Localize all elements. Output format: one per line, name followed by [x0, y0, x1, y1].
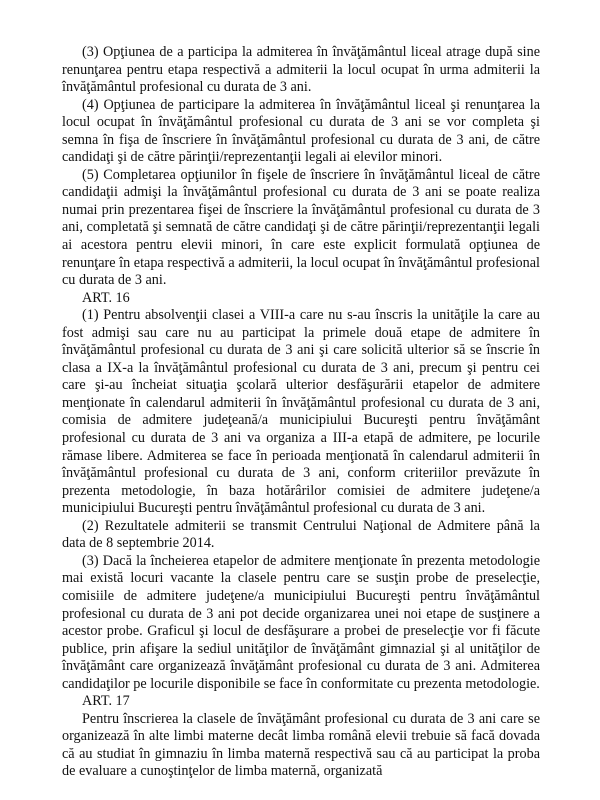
paragraph-art15-5: (5) Completarea opţiunilor în fişele de înscriere în învăţământul liceal de către candidaţii admişi la învăţământul profesional cu durata de 3 ani se poate realiza numai prin prezentarea fişei de înscriere la învăţământul profesional cu durata de 3 ani, completată şi semnată de către candidaţi şi de către părinţii/reprezentanţii legali ai acestora pentru elevii minori, în care este explicit formulată opţiunea de renunţare în etapa respectivă a admiterii, la locul ocupat în învăţământul profesional cu durata de 3 ani.: [62, 166, 540, 289]
paragraph-art16-1: (1) Pentru absolvenţii clasei a VIII-a care nu s-au înscris la unităţile la care au fost admişi sau care nu au participat la primele două etape de admitere în învăţământul profesional cu durata de 3 ani şi care solicită ulterior să se înscrie în clasa a IX-a la învăţământul profesional cu durata de 3 ani, precum şi pentru cei care şi-au încheiat situaţia şcolară ulterior desfăşurării etapelor de admitere menţionate în calendarul admiterii în învăţământul profesional cu durata de 3 ani, comisia de admitere judeţeană/a municipiului Bucureşti pentru învăţământ profesional cu durata de 3 ani va organiza a III-a etapă de admitere, pe locurile rămase libere. Admiterea se face în perioada menţionată în calendarul admiterii în învăţământul profesional cu durata de 3 ani, conform criteriilor prevăzute în prezenta metodologie, în baza hotărârilor comisiei de admitere judeţene/a municipiului Bucureşti pentru învăţământul profesional cu durata de 3 ani.: [62, 307, 540, 517]
paragraph-art16-2: (2) Rezultatele admiterii se transmit Centrului Naţional de Admitere până la data de 8 septembrie 2014.: [62, 517, 540, 552]
paragraph-art15-3: (3) Opţiunea de a participa la admiterea în învăţământul liceal atrage după sine renunţarea pentru etapa respectivă a admiterii la locul ocupat în urma admiterii la învăţământul profesional cu durata de 3 ani.: [62, 44, 540, 96]
paragraph-art17: Pentru înscrierea la clasele de învăţământ profesional cu durata de 3 ani care se organizează în alte limbi materne decât limba română elevii trebuie să facă dovada că au studiat în gimnaziu în limba maternă respectivă sau că au participat la proba de evaluare a cunoştinţelor de limba maternă, organizată: [62, 710, 540, 780]
paragraph-art16-3: (3) Dacă la încheierea etapelor de admitere menţionate în prezenta metodologie mai există locuri vacante la clasele pentru care se susţin probe de preselecţie, comisiile de admitere judeţene/a municipiului Bucureşti pentru învăţământul profesional cu durata de 3 ani pot decide organizarea unei noi etape de susţinere a acestor probe. Graficul şi locul de desfăşurare a probei de preselecţie vor fi făcute publice, prin afişare la sediul unităţilor de învăţământ gimnazial şi al unităţilor de învăţământ care organizează învăţământ profesional cu durata de 3 ani. Admiterea candidaţilor pe locurile disponibile se face în conformitate cu prezenta metodologie.: [62, 552, 540, 692]
document-page: [62, 44, 540, 781]
article-heading-17: ART. 17: [82, 693, 130, 710]
paragraph-art15-4: (4) Opţiunea de participare la admiterea în învăţământul liceal şi renunţarea la locul ocupat în învăţământul profesional cu durata de 3 ani se vor completa şi semna în fişa de înscriere în învăţământul profesional cu durata de 3 ani, de către candidaţi şi de către părinţii/reprezentanţii legali ai elevilor minori.: [62, 96, 540, 166]
article-heading-16: ART. 16: [82, 289, 130, 306]
